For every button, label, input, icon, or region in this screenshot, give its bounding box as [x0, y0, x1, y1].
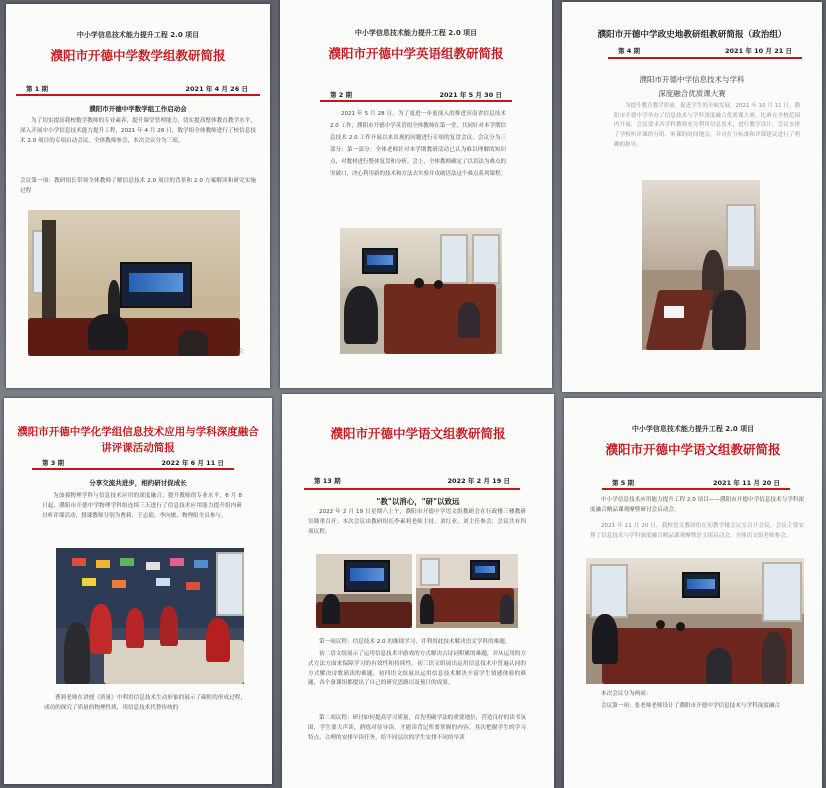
divider — [304, 488, 520, 490]
headline: 濮阳市开德中学信息技术与学科 — [639, 75, 745, 84]
issue-date: 2021 年 10 月 21 日 — [725, 47, 792, 55]
meeting-photo-left — [316, 554, 412, 628]
issue-number: 第 2 期 — [330, 91, 353, 99]
paragraph: 为加强物理学科与信息技术应用的深度融合，提升教师的专业水平，6 月 8 日起，濮阳市开德中学物理学科组连续三天进行了信息技术应用能力提升组内研讨听评课活动，授课教师分别为曹莉、王志娟、李向敏，物理组全员参与。 — [42, 493, 242, 519]
trailing-text: 会 — [238, 349, 244, 355]
meeting-photo — [28, 210, 240, 356]
paragraph: 曹莉老师在讲授《质量》中利用信息技术生动形象的展示了碳粒的形成过程，成功的探究了质量的物理性质，用信息技术代替传统的 — [44, 695, 246, 711]
divider — [16, 94, 260, 96]
issue-date: 2022 年 6 月 11 日 — [161, 459, 224, 467]
headline: 濮阳市开德中学数学组工作启动会 — [89, 105, 187, 113]
divider — [602, 488, 790, 490]
classroom-photo — [56, 548, 244, 684]
divider — [608, 57, 802, 59]
meeting-photo-right — [416, 554, 518, 628]
issue-number: 第 3 期 — [42, 459, 65, 467]
paragraph: 中小学信息技术应用能力提升工程 2.0 项目——濮阳市开德中学信息技术与学科深度融合精品课观摩暨研讨会启动会。 — [590, 497, 804, 513]
paragraph: 为了切实提高我校数学教师的专业素养，提升课堂管理能力，切实提高整体教育教学水平，深入开展中小学信息技术能力提升工程，2021 年 4 月 26 日，数学组全体教师进行了校信息技术 2.0 项目的专项启动会议，全体教师参会，本次会议分为三项。 — [20, 118, 256, 144]
headline: 深度融合优质课大赛 — [658, 89, 726, 98]
issue-date: 2021 年 5 月 30 日 — [439, 91, 502, 99]
newsletter-page-politics — [562, 2, 822, 392]
paragraph: 2021 年 11 月 20 日，我校语文教研组在初教学楼会议室召开会议，会议主要安排了信息技术与学科深度融合精品课观摩暨语文组启动会，全体语文组老师参会。 — [590, 523, 804, 539]
newsletter-page-english — [280, 0, 552, 388]
page-title: 濮阳市开德中学语文组教研简报 — [605, 442, 781, 457]
project-line: 中小学信息技术能力提升工程 2.0 项目 — [76, 31, 200, 39]
issue-date: 2021 年 11 月 20 日 — [713, 479, 780, 487]
issue-number: 第 1 期 — [26, 85, 49, 93]
classroom-photo — [642, 180, 760, 350]
issue-date: 2022 年 2 月 19 日 — [447, 477, 510, 485]
page-title: 濮阳市开德中学化学组信息技术应用与学科深度融合 — [17, 426, 259, 438]
paragraph: 2021 年 5 月 28 日，为了更进一步更深入的推进河南省信息技术 2.0 工作，濮阳市开德中学英语组全体教师在第一堂，共同针对本学期信息技术 2.0 工作开展以来出现的问题进行专项的复盘会议，会议分为三部分：第一部分：全体老师针对本学期教研活动已认为难以理解的知识点，对教材进行整体复盘和分析。会上，全体教师确定了以语法为难点的突破口，决心利用新的技术和方法去实验并攻破语法这个难点系列课程。 — [330, 111, 507, 178]
paragraph: 会议第一项：张老师老师设计了濮阳市开德中学信息技术与学科深度融合 — [601, 703, 781, 709]
page-title: 濮阳市开德中学数学组教研简报 — [50, 48, 226, 63]
divider — [320, 100, 512, 102]
project-line: 中小学信息技术能力提升工程 2.0 项目 — [354, 29, 478, 37]
paragraph: 会议第一项：教研组长带领全体教师了解信息技术 2.0 项目的背景和 2.0 方案解读和研究实施过程 — [20, 178, 256, 194]
headline: 分享交流共进步，相约研讨促成长 — [89, 479, 187, 487]
newsletter-page-chemistry — [4, 398, 272, 784]
newsletter-page-chinese-13 — [282, 394, 554, 788]
page-title: 讲评课活动简报 — [101, 442, 175, 454]
headline: "教"以消心，"研"以致远 — [376, 497, 460, 506]
paragraph: 为提升教育教学质量，促进学生的全面发展，2021 年 10 月 11 日，濮阳市开德中学举办了信息技术与学科深度融合优质课大赛，比赛在全校范围内开展，会议要求各学科教师充分利用信息技术，进行教学设计，会议安排了学校听评课的分组、听课的时间地点，并对打分标准和评课建议进行了明确的指导。 — [614, 103, 800, 148]
issue-number: 第 13 期 — [314, 477, 341, 485]
page-title: 濮阳市开德中学语文组教研简报 — [330, 426, 506, 441]
paragraph: 第二项议程：研讨如何提高学习质量，首先明确学法的重要地位，营造良好的读书氛围，学生要大声读，熟练对待导读，才能读背记所要掌握的内容。其次把握学生的学习特点，合理的安排早读任务，给不同层次的学生安排不同的早读 — [308, 715, 526, 741]
issue-number: 第 5 期 — [612, 479, 635, 487]
paragraph: 初二语文组展示了运用信息技术中游戏的方式解决古诗词积累的难题，并从运用的方式方法方面来保障学习的有效性和持续性。初三语文组展出运用信息技术中普遍认同的方式解决诗歌诵读的难题，初四语文组展出运用信息技术解决丰富学生情感体验的难题，各个备课组都提出了自己的研究思路以及预计的成果。 — [308, 651, 526, 687]
meeting-photo — [340, 228, 502, 354]
page-title: 濮阳市开德中学英语组教研简报 — [328, 46, 504, 61]
paragraph: 2022 年 2 月 19 日星期六上午，濮阳市开德中学语文组教研会在行政楼三楼教研室隆重召开。本次会议由教研组长李素莉老师主持，刘红亚、刘主任参会，会议共有四项议程。 — [308, 509, 526, 535]
paragraph: 第一项议程：信息技术 2.0 的继续学习，并利用此技术解决语文学科的难题。 — [319, 639, 511, 645]
issue-number: 第 4 期 — [618, 47, 641, 55]
divider — [32, 468, 234, 470]
newsletter-page-math — [6, 4, 270, 388]
page-title: 濮阳市开德中学政史地教研组教研简报（政治组） — [597, 30, 787, 40]
meeting-photo — [586, 558, 804, 684]
issue-date: 2021 年 4 月 26 日 — [185, 85, 248, 93]
project-line: 中小学信息技术能力提升工程 2.0 项目 — [631, 425, 755, 433]
paragraph: 本次会议分为两项： — [601, 691, 652, 697]
newsletter-page-chinese-5 — [564, 398, 822, 788]
